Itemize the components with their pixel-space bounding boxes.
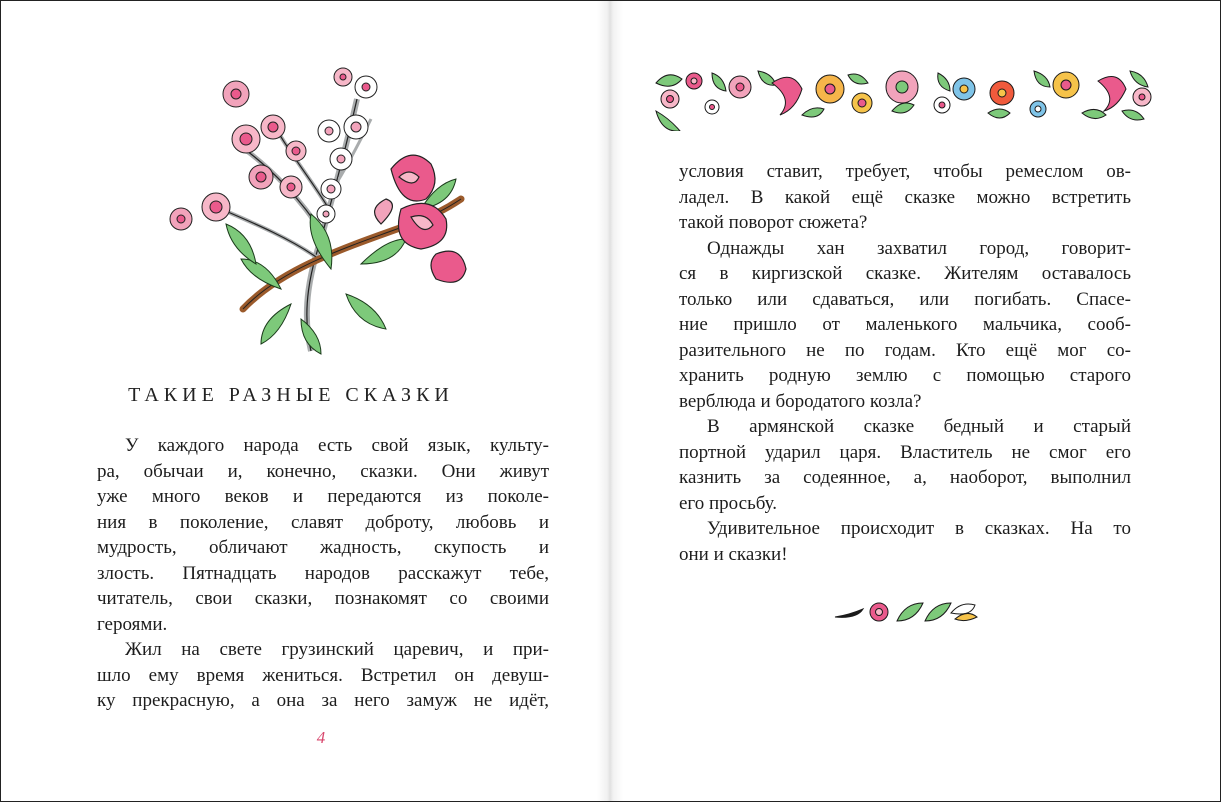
text-line: уже много веков и передаются из поколе- [97, 486, 549, 507]
text-line: портной ударил царя. Властитель не смог его [679, 441, 1131, 463]
text-line: казнить за содеянное, а, наоборот, выполнил [679, 467, 1131, 488]
text-line: злость. Пятнадцать народов расскажут тебе, [97, 562, 549, 584]
left-page-text [97, 433, 549, 714]
text-line: они и сказки! [679, 543, 788, 565]
text-line: только или сдаваться, или погибать. Спасе- [679, 288, 1131, 310]
text-line: его просьбу. [679, 492, 778, 514]
text-line: ра, обычаи и, конечно, сказки. Они живут [97, 460, 549, 482]
text-line: ние пришло от маленького мальчика, сооб- [679, 314, 1131, 335]
text-line: Жил на свете грузинский царевич, и при- [125, 639, 549, 660]
text-line: ния в поколение, славят доброту, любовь и [97, 511, 549, 533]
text-line: Удивительное происходит в сказках. На то [707, 518, 1131, 539]
left-page [1, 1, 610, 801]
page-number: 4 [316, 728, 326, 747]
text-line: шло ему время жениться. Встретил он девуш- [97, 664, 549, 686]
small-floral-ornament [833, 599, 983, 625]
text-line: ладел. В какой ещё сказке можно встретить [679, 186, 1131, 208]
text-line: ся в киргизской сказке. Жителям оставалось [679, 263, 1131, 284]
text-line: ку прекрасную, а она за него замуж не идёт, [97, 690, 549, 711]
right-page-text [679, 159, 1131, 567]
floral-ornament-band [652, 63, 1156, 131]
text-line: Однажды хан захватил город, говорит- [707, 237, 1131, 259]
text-line: такой поворот сюжета? [679, 212, 868, 233]
text-line: читатель, свои сказки, познакомят со своими [97, 588, 549, 609]
text-line: В армянской сказке бедный и старый [707, 416, 1131, 437]
text-line: условия ставит, требует, чтобы ремеслом ов- [679, 161, 1131, 182]
text-line: мудрость, обличают жадность, скупость и [97, 537, 549, 558]
text-line: героями. [97, 613, 168, 635]
text-line: хранить родную землю с помощью старого [679, 365, 1131, 386]
text-line: У каждого народа есть свой язык, культу- [125, 435, 549, 456]
chapter-title: ТАКИЕ РАЗНЫЕ СКАЗКИ [128, 384, 454, 406]
flowering-branch-illustration [161, 59, 481, 359]
text-line: разительного не по годам. Кто ещё мог со- [679, 339, 1131, 361]
text-line: верблюда и бородатого козла? [679, 390, 922, 412]
